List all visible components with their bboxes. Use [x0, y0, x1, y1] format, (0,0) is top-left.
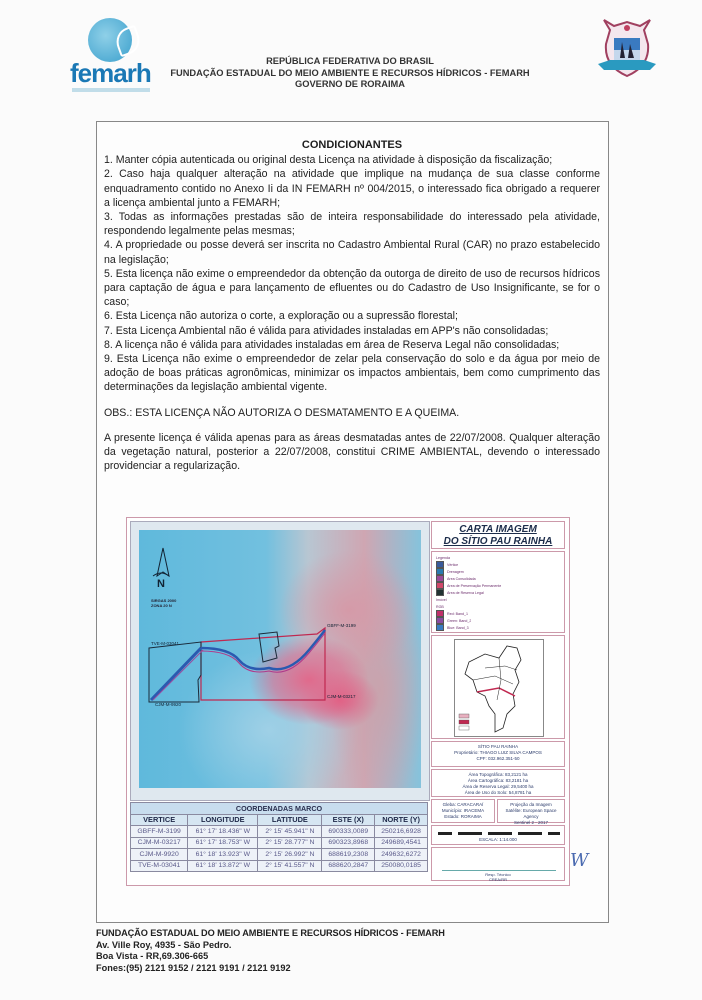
table-row: [131, 849, 428, 861]
owner-info: SÍTIO PAU RAINHA Proprietário: THIAGO LUIZ SILVA CAMPOS CPF: 032.962.351-50: [431, 741, 565, 767]
leaf-logo-icon: [88, 18, 132, 62]
condition-item-7: 7. Esta Licença Ambiental não é válida para atividades instaladas em APP's não consolidadas;: [104, 324, 549, 337]
legend-item: Green: Band_2: [436, 617, 560, 624]
footer-line-2: Av. Ville Roy, 4935 - São Pedro.: [96, 939, 232, 950]
legend-item: Vértice: [436, 561, 560, 568]
roraima-crest-icon: [596, 14, 658, 84]
cell: 2° 15' 28.777" N: [258, 837, 322, 849]
legend-item: Imóvel: [436, 597, 447, 602]
condition-item-5: 5. Esta licença não exime o empreendedor da obtenção da outorga de direito de uso de recursos hídricos para captação de água e para lançamento de efluentes ou do Cadastro de Uso Insignificante, se for o caso;: [104, 267, 600, 309]
table-row: [131, 860, 428, 872]
cell: 2° 15' 41.557" N: [258, 860, 322, 872]
condition-item-2: 2. Caso haja qualquer alteração na atividade que implique na mudança de sua classe conforme enquadramento contido no Anexo Ii da IN FEMARH nº 004/2015, o interessado fica obrigado a requerer a licença ambiental junto a FEMARH;: [104, 168, 600, 209]
condition-item-3: 3. Todas as informações prestadas são de inteira responsabilidade do interessado pela atividade, respondendo legalmente pelas mesmas;: [104, 211, 600, 238]
property-boundary: [139, 530, 421, 788]
north-arrow-label: N: [157, 578, 165, 590]
vertex-label-cjm3217: CJM-M-03217: [327, 694, 356, 699]
column-header: LATITUDE: [258, 814, 322, 826]
map-legend: [431, 551, 565, 633]
satellite-image: [139, 530, 421, 788]
projection-info: Projeção da Imagem Satélite: European Space Agency Sentinel 2 - 2017: [497, 799, 565, 823]
legend-item: Área de Preservação Permanente: [436, 582, 560, 589]
scale-bar: [431, 825, 565, 845]
cell: 250080,0185: [375, 860, 428, 872]
band-swatch-icon: [436, 624, 444, 631]
cell: 688619,2308: [322, 849, 375, 861]
drainage-icon: [436, 568, 444, 575]
map-title: CARTA IMAGEM DO SÍTIO PAU RAINHA: [431, 521, 565, 549]
cell: CJM-M-9920: [131, 849, 188, 861]
vertex-label-cjm9920: CJM-M-9920: [155, 702, 182, 707]
signature-line: [442, 870, 556, 871]
cell: 61° 18' 13.923" W: [188, 849, 258, 861]
column-header: ESTE (X): [322, 814, 375, 826]
legend-item: RGB: [436, 604, 444, 609]
area-swatch-icon: [436, 589, 444, 596]
legend-item: Área Consolidada: [436, 575, 560, 582]
table-row: [131, 837, 428, 849]
vertex-icon: [436, 561, 444, 568]
footer-line-3: Boa Vista - RR,69.306-665: [96, 951, 209, 961]
scale-bar-graphic: [438, 832, 560, 835]
legend-item: Legenda: [436, 555, 450, 560]
responsible-technician: Resp. Técnico CREA/RR: [431, 847, 565, 881]
cell: 690333,0089: [322, 826, 375, 838]
column-header: NORTE (Y): [375, 814, 428, 826]
scale-label: ESCALA: 1:14.000: [479, 837, 517, 842]
condition-item-6: 6. Esta Licença não autoriza o corte, a exploração ou a supressão florestal;: [104, 310, 458, 323]
cell: 2° 15' 45.941" N: [258, 826, 322, 838]
locator-map: [431, 635, 565, 739]
cell: CJM-M-03217: [131, 837, 188, 849]
logo-subtitle: [72, 88, 150, 92]
condition-item-1: 1. Manter cópia autenticada ou original desta Licença na atividade à disposição da fiscalização;: [104, 154, 553, 167]
footer-line-4: Fones:(95) 2121 9152 / 2121 9191 / 2121 9192: [96, 962, 291, 973]
condition-item-8: 8. A licença não é válida para atividades instaladas em área de Reserva Legal não consolidadas;: [104, 338, 560, 351]
cell: TVE-M-03041: [131, 860, 188, 872]
cell: 250216,6928: [375, 826, 428, 838]
area-swatch-icon: [436, 582, 444, 589]
column-header: VERTICE: [131, 814, 188, 826]
coordinates-title: COORDENADAS MARCO: [131, 803, 428, 815]
vertex-label-gbff: GBFF-M-3199: [327, 623, 356, 628]
conditions-title: CONDICIONANTES: [301, 139, 403, 151]
legend-item: Red: Band_1: [436, 610, 560, 617]
cell: 2° 15' 26.992" N: [258, 849, 322, 861]
legend-item: Drenagem: [436, 568, 560, 575]
location-info: Gleba: CARACARAÍ Município: IRACEMA Estado: RORAIMA: [431, 799, 495, 823]
cell: 249632,6272: [375, 849, 428, 861]
datum-label: SIRGAS 2000 ZONA 20 N: [151, 598, 177, 608]
legend-item: Área de Reserva Legal: [436, 589, 560, 596]
map-frame: [130, 521, 430, 801]
obs-note: OBS.: ESTA LICENÇA NÃO AUTORIZA O DESMATAMENTO E A QUEIMA.: [104, 406, 460, 419]
cell: 690323,8968: [322, 837, 375, 849]
document-header: [160, 56, 540, 91]
band-swatch-icon: [436, 617, 444, 624]
footer-line-1: FUNDAÇÃO ESTADUAL DO MEIO AMBIENTE E RECURSOS HÍDRICOS - FEMARH: [96, 928, 445, 938]
map-sheet: [126, 517, 570, 886]
cell: 61° 17' 18.436" W: [188, 826, 258, 838]
header-line-1: REPÚBLICA FEDERATIVA DO BRASIL: [266, 56, 434, 66]
footer-address: [96, 928, 445, 974]
cell: 61° 18' 13.872" W: [188, 860, 258, 872]
header-line-2: FUNDAÇÃO ESTADUAL DO MEIO AMBIENTE E RECURSOS HÍDRICOS - FEMARH: [170, 67, 530, 78]
header-line-3: GOVERNO DE RORAIMA: [294, 79, 406, 89]
logo-text: femarh: [70, 58, 151, 88]
cell: 688620,2847: [322, 860, 375, 872]
cell: 249689,4541: [375, 837, 428, 849]
validity-notice: A presente licença é válida apenas para as áreas desmatadas antes de 22/07/2008. Qualquer alteração da vegetação natural, posterior a 22/07/2008, constitui CRIME AMBIENTAL, devendo o interessado providenciar a regularização.: [104, 431, 600, 473]
area-info: Área Topográfica: 83,2121 ha Área Cartográfica: 83,2181 ha Área de Reserva Legal: 29,5400 ha Área de Uso do Solo: 54,8781 ha: [431, 769, 565, 797]
area-swatch-icon: [436, 575, 444, 582]
table-row: [131, 826, 428, 838]
condition-item-9: 9. Esta Licença não exime o empreendedor de zelar pela conservação do solo e da água por meio de adoção de boas práticas agronômicas, minimizar os impactos ambientais, bem como cumprimento das determinações da legislação ambiental vigente.: [104, 353, 600, 394]
conditions-section: [104, 138, 600, 473]
vertex-label-tve: TVE-M-03041: [151, 641, 180, 646]
cell: 61° 17' 18.753" W: [188, 837, 258, 849]
map-side-panel: [431, 521, 565, 881]
roraima-map-icon: [455, 640, 543, 736]
band-swatch-icon: [436, 610, 444, 617]
coordinates-table: [130, 802, 428, 872]
column-header: LONGITUDE: [188, 814, 258, 826]
legend-item: Blue: Band_3: [436, 624, 560, 631]
femarh-logo: [70, 18, 152, 88]
handwritten-initials: W: [570, 850, 589, 871]
cell: GBFF-M-3199: [131, 826, 188, 838]
condition-item-4: 4. A propriedade ou posse deverá ser inscrita no Cadastro Ambiental Rural (CAR) no prazo estabelecido na legislação;: [104, 239, 600, 266]
